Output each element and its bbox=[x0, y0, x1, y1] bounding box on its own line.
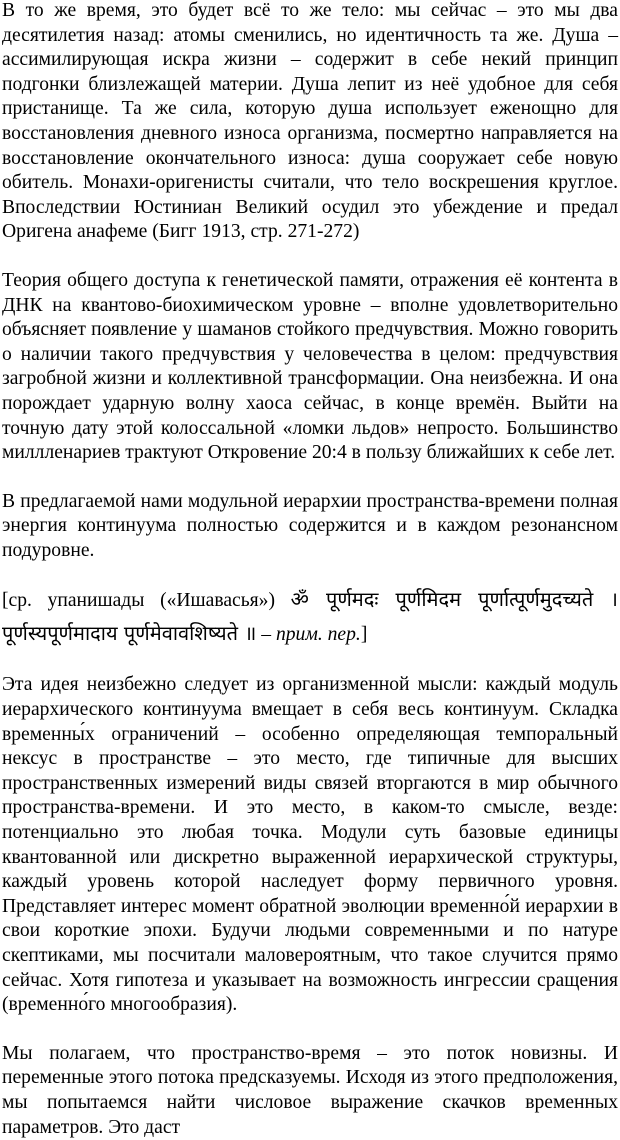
paragraph-gap bbox=[2, 563, 618, 583]
sanskrit-verse: ॐ पूर्णमदः पूर्णमिदम पूर्णात्पूर्णमुदच्यते । पूर्णस्यपूर्णमादाय पूर्णमेवावशिष्यते ॥ bbox=[2, 587, 618, 646]
paragraph-2: Теория общего доступа к генетической памяти, отражения её контента в ДНК на квантово-биохимическом уровне – вполне удовлетворительно объясняет появление у шаманов стойкого предчувствия. Можно говорить о наличии такого предчувствия у человечества в целом: предчувствия загробной жизни и коллективной трансформации. Она неизбежна. И она порождает ударную волну хаоса сейчас, в конце времён. Выйти на точную дату этой колоссальной «ломки льдов» непросто. Большинство миллленариев трактуют Откровение 20:4 в пользу ближайших к себе лет. bbox=[2, 269, 618, 464]
translator-note bbox=[2, 583, 618, 651]
paragraph-1: В то же время, это будет всё то же тело: мы сейчас – это мы два десятилетия назад: атомы сменились, но идентичность та же. Душа – ассимилирующая искра жизни – содержит в себе некий принцип подгонки близлежащей материи. Душа лепит из неё удобное для себя пристанище. Та же сила, которую душа использует еженощно для восстановления дневного износа организма, посмертно направляется на восстановление окончательного износа: душа сооружает себе новую обитель. Монахи-оригенисты считали, что тело воскрешения круглое. Впоследствии Юстиниан Великий осудил это убеждение и предал Оригена анафеме (Бигг 1913, стр. 271-272) bbox=[2, 0, 618, 243]
paragraph-5: Мы полагаем, что пространство-время – это поток новизны. И переменные этого потока предсказуемы. Исходя из этого предположения, мы попытаемся найти числовое выражение скачков временных параметров. Это даст bbox=[2, 1042, 618, 1138]
paragraph-gap bbox=[2, 245, 618, 269]
paragraph-gap bbox=[2, 651, 618, 673]
note-dash: – bbox=[256, 624, 276, 646]
note-open: [ср. упанишады («Ишавасья») bbox=[2, 590, 291, 612]
note-close: ] bbox=[360, 624, 368, 646]
paragraph-gap bbox=[2, 1018, 618, 1042]
paragraph-4: Эта идея неизбежно следует из организменной мысли: каждый модуль иерархического континуума вмещает в себя весь континуум. Складка временны́х ограничений – особенно определяющая темпоральный нексус в пространстве – это место, где типичные для высших пространственных измерений виды связей вторгаются в мир обычного пространства-времени. И это место, в каком-то смысле, везде: потенциально это любая точка. Модули суть базовые единицы квантованной или дискретно выраженной иерархической структуры, каждый уровень которой наследует форму первичного уровня. Представляет интерес момент обратной эволюции временно́й иерархии в свои короткие эпохи. Будучи людьми современными и по натуре скептиками, мы посчитали маловероятным, что такое случится прямо сейчас. Хотя гипотеза и указывает на возможность ингрессии сращения (временно́го многообразия). bbox=[2, 674, 618, 1016]
paragraph-3: В предлагаемой нами модульной иерархии пространства-времени полная энергия континуума полностью содержится и в каждом резонансном подуровне. bbox=[2, 490, 618, 561]
note-remark: прим. пер. bbox=[275, 624, 361, 646]
paragraph-gap bbox=[2, 466, 618, 490]
